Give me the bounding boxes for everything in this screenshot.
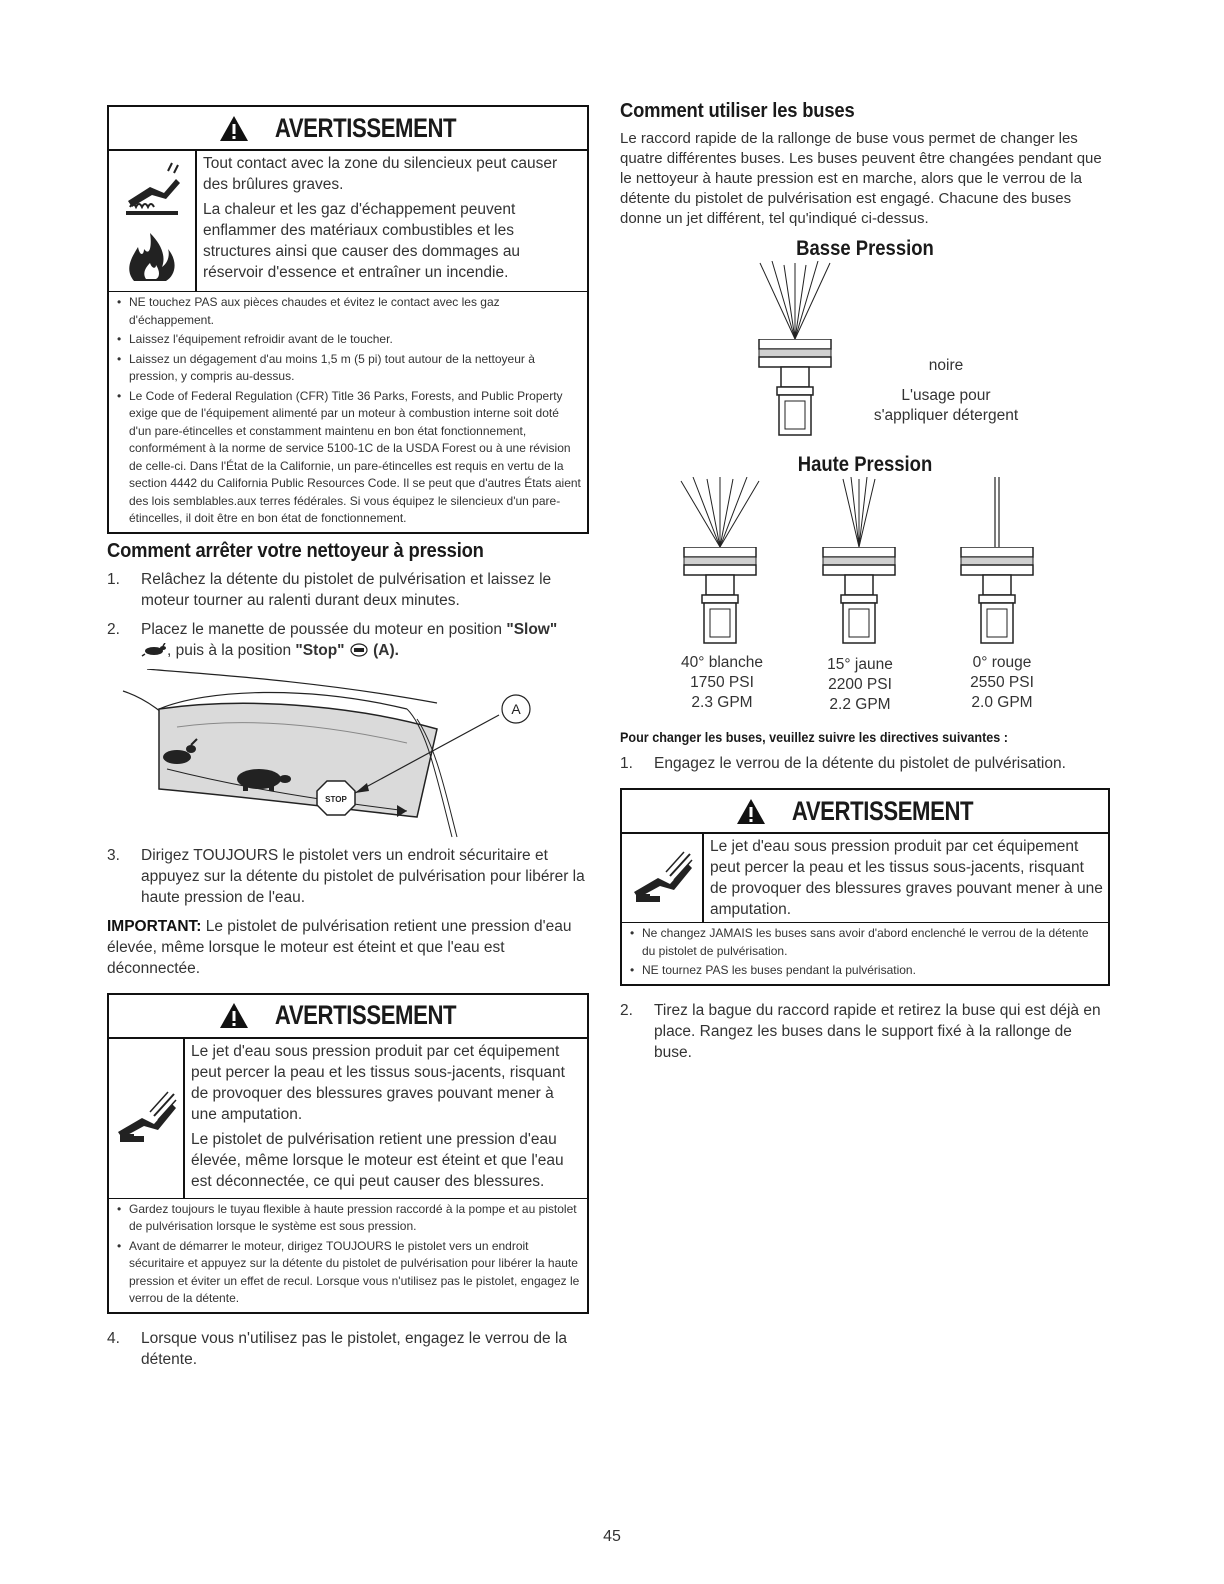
stop-label: "Stop" [295, 641, 345, 659]
step-number: 1. [620, 755, 633, 772]
warning-bullet: • Ne changez JAMAIS les buses sans avoir d'abord enclenché le verrou de la détente du pistolet de pulvérisation. [628, 925, 1102, 960]
warning-header [109, 107, 587, 151]
nozzle-spray-15-icon [829, 477, 889, 549]
nozzle-white-icon [680, 547, 760, 651]
nozzle-spec-40 [662, 653, 782, 713]
warning-box-pressure [107, 993, 589, 1314]
low-pressure-label [866, 356, 1026, 426]
rabbit-icon [141, 643, 167, 657]
important-note [107, 916, 589, 979]
step-text: Tirez la bague du raccord rapide et retirez la buse qui est déjà en place. Rangez les buses dans le support fixé à la rallonge de buse. [654, 1001, 1101, 1061]
stop-steps-continued [107, 845, 589, 908]
nozzle-black-icon [755, 339, 835, 447]
low-pressure-nozzle [620, 261, 1110, 459]
warning-text-injection: Le jet d'eau sous pression produit par cet équipement peut percer la peau et les tissus sous-jacents, risquant de provoquer des blessures graves pouvant mener à une amputation. [710, 838, 1103, 918]
warning-text [197, 151, 587, 291]
warning-bullet: • NE tournez PAS les buses pendant la pulvérisation. [628, 962, 1102, 980]
step-text: Relâchez la détente du pistolet de pulvérisation et laissez le moteur tourner au ralenti durant deux minutes. [141, 570, 552, 609]
warning-title: AVERTISSEMENT [792, 795, 974, 826]
warning-box-nozzle-change [620, 788, 1110, 986]
nozzle-gpm: 2.2 GPM [829, 696, 891, 713]
warning-bullet: • Gardez toujours le tuyau flexible à haute pression raccordé à la pompe et au pistolet de pulvérisation lorsque le système est sous pression. [115, 1201, 581, 1236]
left-column [107, 105, 589, 1378]
warning-text [185, 1039, 587, 1198]
warning-body [109, 151, 587, 292]
final-step [107, 1328, 589, 1370]
stop-sign-text: STOP [325, 794, 347, 804]
important-text: Le pistolet de pulvérisation retient une pression d'eau élevée, même lorsque le moteur est éteint et que l'eau est déconnectée. [107, 917, 572, 977]
change-steps [620, 753, 1110, 774]
nozzle-spec-0 [942, 653, 1062, 713]
warning-text-fire: La chaleur et les gaz d'échappement peuvent enflammer des matériaux combustibles et les structures ainsi que causer des dommages au réservoir d'essence et entraîner un incendie. [203, 201, 521, 281]
warning-bullet: • Le Code of Federal Regulation (CFR) Title 36 Parks, Forests, and Public Property exige que de l'équipement alimenté par un moteur à combustion interne soit doté d'un pare-étincelles et constamment maintenu en bon état fonctionnement, conformément à la norme de service 5100-1C de la USDA Forest ou à une révision de celle-ci. Dans l'État de la Californie, un pare-étincelles est requis en vertu de la section 4442 du California Public Resources Code. Il se peut que d'autres États aient des lois semblables.aux terres fédérales. Si vous équipez le silencieux d'un pare-étincelles, il doit être en bon état de fonctionnement. [115, 388, 581, 528]
change-step-2 [620, 1000, 1110, 1063]
nozzle-psi: 2550 PSI [970, 674, 1034, 691]
right-column [620, 100, 1110, 1071]
warning-bullets [622, 923, 1108, 984]
nozzle-psi: 2200 PSI [828, 676, 892, 693]
fire-icon [120, 221, 184, 285]
hot-surface-icon [120, 157, 184, 221]
nozzle-spray-0-icon [987, 477, 1007, 549]
warning-triangle-icon [736, 798, 766, 825]
warning-triangle-icon [219, 115, 249, 142]
nozzle-spray-wide-icon [750, 261, 840, 341]
warning-bullet: • Laissez l'équipement refroidir avant de le toucher. [115, 331, 581, 349]
nozzle-use-line2: s'appliquer détergent [873, 407, 1019, 424]
warning-box-muffler [107, 105, 589, 534]
step-text: Lorsque vous n'utilisez pas le pistolet, engagez le verrou de la détente. [141, 1329, 568, 1368]
step-number: 2. [620, 1001, 633, 1019]
high-pressure-injection-icon [630, 850, 694, 906]
step-text: Dirigez TOUJOURS le pistolet vers un endroit sécuritaire et appuyez sur la détente du pistolet de pulvérisation pour libérer la haute pression de l'eau. [141, 846, 585, 906]
nozzle-red-icon [957, 547, 1037, 651]
nozzle-specs [620, 653, 1110, 717]
warning-title: AVERTISSEMENT [275, 1000, 457, 1030]
nozzle-color: noire [928, 357, 964, 374]
stop-steps [107, 569, 589, 661]
nozzle-use-line1: L'usage pour [901, 387, 991, 404]
step-1 [107, 569, 589, 611]
warning-bullets [109, 292, 587, 532]
warning-text-burns: Tout contact avec la zone du silencieux peut causer des brûlures graves. [203, 155, 558, 193]
high-pressure-nozzles [620, 477, 1110, 653]
warning-triangle-icon [219, 1002, 249, 1029]
warning-icons [622, 834, 704, 922]
warning-icons [109, 1039, 185, 1198]
warning-body [109, 1039, 587, 1199]
nozzle-spray-40-icon [675, 477, 765, 549]
nozzle-angle: 0° rouge [972, 654, 1032, 671]
nozzle-angle: 15° jaune [827, 656, 893, 673]
step-2 [107, 619, 589, 661]
page-number: 45 [603, 1528, 621, 1545]
step-text: Engagez le verrou de la détente du pistolet de pulvérisation. [654, 755, 1066, 772]
step-number: 3. [107, 846, 120, 864]
warning-text [704, 834, 1108, 922]
nozzle-intro: Le raccord rapide de la rallonge de buse vous permet de changer les quatre différentes buses. Les buses peuvent être changées pendant que le nettoyeur à haute pression est en marche, alors que le verrou de la détente du pistolet de pulvérisation est engagé. Chacune des buses donne un jet différent, tel qu'indiqué ci-dessus. [620, 130, 1102, 227]
change-steps-continued [620, 1000, 1110, 1063]
stop-icon [349, 642, 369, 658]
warning-bullets [109, 1199, 587, 1312]
step-number: 2. [107, 620, 120, 638]
nozzle-angle: 40° blanche [680, 654, 764, 671]
step-number: 1. [107, 570, 120, 588]
warning-bullet: • Laissez un dégagement d'au moins 1,5 m (5 pi) tout autour de la nettoyeur à pression, y compris au-dessus. [115, 351, 581, 386]
step2-text-a: Placez le manette de poussée du moteur en position [141, 620, 507, 638]
important-label: IMPORTANT: [107, 917, 202, 935]
step-number: 4. [107, 1329, 120, 1347]
warning-text-injection: Le jet d'eau sous pression produit par cet équipement peut percer la peau et les tissus sous-jacents, risquant de provoquer des blessures graves pouvant mener à une amputation. [191, 1042, 565, 1123]
warning-bullet: • Avant de démarrer le moteur, dirigez TOUJOURS le pistolet vers un endroit sécuritaire et appuyez sur la détente du pistolet de pulvérisation pour libérer la haute pression et éviter un effet de recul. Lorsque vous n'utilisez pas le pistolet, engagez le verrou de la détente. [115, 1238, 581, 1308]
step-4 [107, 1328, 589, 1370]
nozzle-gpm: 2.0 GPM [971, 694, 1033, 711]
section-heading-stop: Comment arrêter votre nettoyeur à pression [107, 539, 484, 562]
warning-header [109, 995, 587, 1039]
callout-label: A [511, 700, 521, 717]
nozzle-spec-15 [800, 655, 920, 715]
stop-knob [317, 781, 355, 815]
step-3 [107, 845, 589, 908]
step-text [141, 619, 589, 661]
low-pressure-heading: Basse Pression [796, 237, 934, 260]
warning-bullet: • NE touchez PAS aux pièces chaudes et évitez le contact avec les gaz d'échappement. [115, 294, 581, 329]
warning-icons [109, 151, 197, 291]
step2-text-b: , puis à la position [167, 641, 296, 659]
warning-body [622, 834, 1108, 923]
change-step-1 [620, 753, 1110, 774]
step2-text-c: (A). [368, 641, 399, 659]
throttle-illustration [107, 669, 589, 839]
warning-text-retained-pressure: Le pistolet de pulvérisation retient une pression d'eau élevée, même lorsque le moteur est éteint et que l'eau est déconnectée, ce qui peut causer des blessures. [191, 1130, 564, 1190]
nozzle-psi: 1750 PSI [690, 674, 754, 691]
high-pressure-heading: Haute Pression [797, 453, 933, 476]
section-heading-nozzles: Comment utiliser les buses [620, 100, 855, 122]
nozzle-gpm: 2.3 GPM [691, 694, 753, 711]
high-pressure-injection-icon [114, 1090, 178, 1146]
change-nozzles-heading: Pour changer les buses, veuillez suivre les directives suivantes : [620, 729, 1008, 745]
slow-label: "Slow" [506, 620, 558, 638]
warning-header [622, 790, 1108, 834]
warning-title: AVERTISSEMENT [275, 112, 457, 143]
nozzle-yellow-icon [819, 547, 899, 651]
